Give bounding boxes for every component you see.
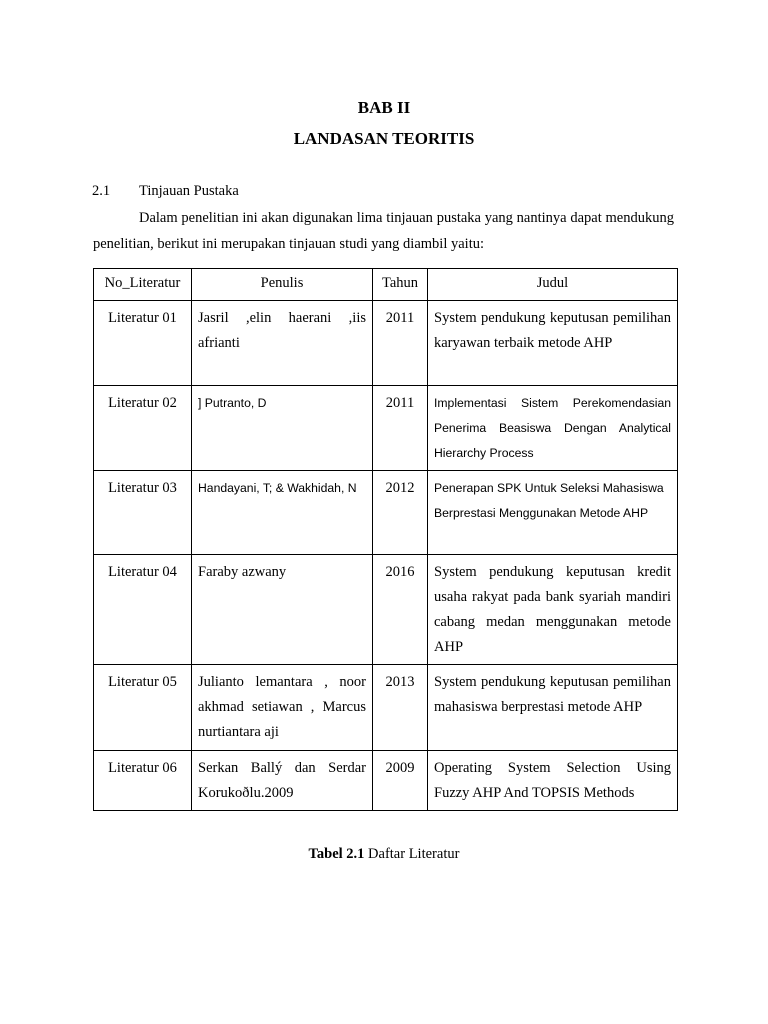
cell-penulis: Faraby azwany <box>192 555 373 665</box>
cell-no: Literatur 04 <box>94 555 192 665</box>
cell-no: Literatur 02 <box>94 386 192 471</box>
chapter-title: LANDASAN TEORITIS <box>293 129 475 148</box>
header-tahun: Tahun <box>373 269 428 301</box>
cell-penulis: Serkan Ballý dan Serdar Korukoðlu.2009 <box>192 751 373 811</box>
table-row <box>94 665 678 751</box>
table-row <box>94 751 678 811</box>
cell-penulis: Julianto lemantara , noor akhmad setiawan , Marcus nurtiantara aji <box>192 665 373 751</box>
header-no-literatur: No_Literatur <box>94 269 192 301</box>
cell-tahun: 2011 <box>373 386 428 471</box>
cell-penulis: ] Putranto, D <box>192 386 373 471</box>
table-row <box>94 386 678 471</box>
caption-label: Tabel 2.1 <box>308 846 365 862</box>
cell-tahun: 2016 <box>373 555 428 665</box>
chapter-number: BAB II <box>357 98 411 117</box>
table-caption <box>0 846 768 863</box>
header-judul: Judul <box>428 269 678 301</box>
cell-judul: Operating System Selection Using Fuzzy AHP And TOPSIS Methods <box>428 751 678 811</box>
cell-tahun: 2012 <box>373 471 428 555</box>
cell-judul: Penerapan SPK Untuk Seleksi Mahasiswa Berprestasi Menggunakan Metode AHP <box>428 471 678 555</box>
intro-paragraph: Dalam penelitian ini akan digunakan lima tinjauan pustaka yang nantinya dapat mendukung penelitian, berikut ini merupakan tinjauan studi yang diambil yaitu: <box>93 210 674 252</box>
cell-penulis: Jasril ,elin haerani ,iis afrianti <box>192 301 373 386</box>
section-title: Tinjauan Pustaka <box>139 183 239 199</box>
section-number: 2.1 <box>92 183 111 199</box>
caption-text: Daftar Literatur <box>364 846 460 862</box>
cell-tahun: 2013 <box>373 665 428 751</box>
cell-judul: Implementasi Sistem Perekomendasian Penerima Beasiswa Dengan Analytical Hierarchy Process <box>428 386 678 471</box>
header-penulis: Penulis <box>192 269 373 301</box>
cell-judul: System pendukung keputusan pemilihan karyawan terbaik metode AHP <box>428 301 678 386</box>
cell-no: Literatur 05 <box>94 665 192 751</box>
table-row <box>94 555 678 665</box>
cell-tahun: 2011 <box>373 301 428 386</box>
table-row <box>94 301 678 386</box>
cell-tahun: 2009 <box>373 751 428 811</box>
literature-table <box>93 268 678 811</box>
cell-no: Literatur 03 <box>94 471 192 555</box>
section-heading <box>92 183 239 200</box>
cell-no: Literatur 06 <box>94 751 192 811</box>
cell-penulis: Handayani, T; & Wakhidah, N <box>192 471 373 555</box>
cell-judul: System pendukung keputusan kredit usaha rakyat pada bank syariah mandiri cabang medan menggunakan metode AHP <box>428 555 678 665</box>
table-row <box>94 471 678 555</box>
cell-judul: System pendukung keputusan pemilihan mahasiswa berprestasi metode AHP <box>428 665 678 751</box>
table-header-row <box>94 269 678 301</box>
cell-no: Literatur 01 <box>94 301 192 386</box>
